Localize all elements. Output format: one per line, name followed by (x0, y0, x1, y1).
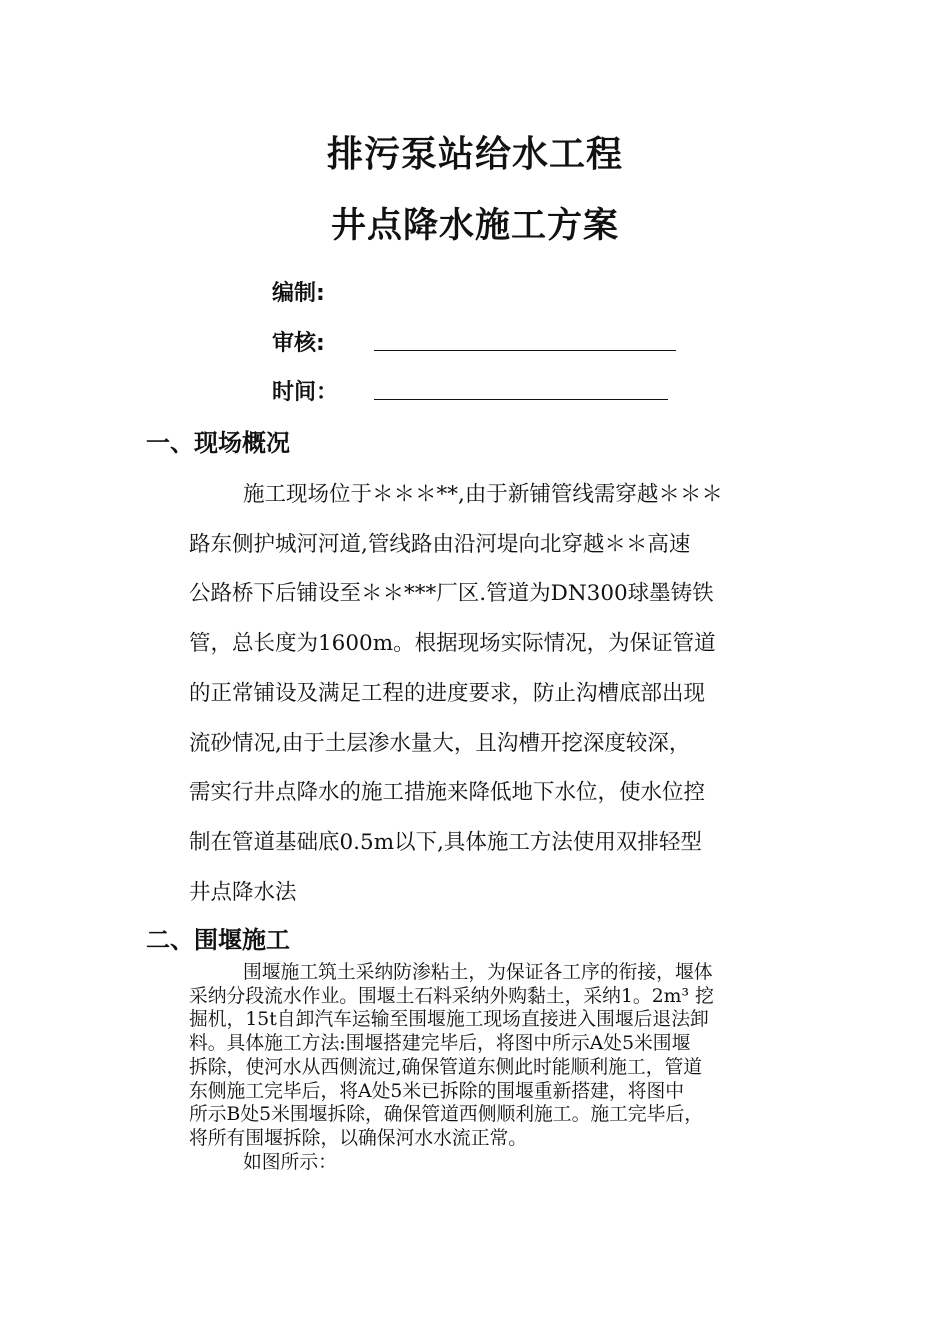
paragraph-line: 所示B处5米围堰拆除，确保管道西侧顺利施工。施工完毕后， (189, 1104, 704, 1126)
section2-paragraph (189, 961, 825, 1174)
paragraph-line: 制在管道基础底0.5m以下,具体施工方法使用双排轻型 (189, 829, 702, 855)
document-title-line2: 井点降水施工方案 (330, 206, 619, 246)
review-signature-line (374, 350, 676, 351)
paragraph-line: 流砂情况,由于土层渗水量大，且沟槽开挖深度较深， (189, 730, 691, 756)
paragraph-line: 施工现场位于＊＊＊**,由于新铺管线需穿越＊＊＊ (243, 482, 723, 507)
time-signature-line (374, 399, 668, 400)
compile-label: 编制: (272, 281, 325, 306)
section1-paragraph (189, 470, 819, 917)
paragraph-line: 如图所示： (243, 1151, 337, 1173)
paragraph-line: 的正常铺设及满足工程的进度要求，防止沟槽底部出现 (189, 680, 706, 706)
paragraph-line: 公路桥下后铺设至＊＊***厂区.管道为DN300球墨铸铁 (189, 581, 714, 607)
paragraph-line: 管，总长度为1600m。根据现场实际情况，为保证管道 (189, 631, 716, 657)
paragraph-line: 拆除，使河水从西侧流过,确保管道东侧此时能顺利施工，管道 (189, 1056, 703, 1078)
section1-heading: 一、现场概况 (146, 429, 290, 457)
review-label: 审核: (272, 331, 325, 356)
paragraph-line: 料。具体施工方法:围堰搭建完毕后，将图中所示A处5米围堰 (189, 1033, 691, 1055)
paragraph-line: 采纳分段流水作业。围堰土石料采纳外购黏土，采纳1。2m³ 挖 (189, 985, 714, 1007)
time-label: 时间： (272, 380, 339, 405)
section2-heading: 二、围堰施工 (146, 926, 290, 954)
paragraph-line: 需实行井点降水的施工措施来降低地下水位，使水位控 (189, 780, 706, 806)
paragraph-line: 路东侧护城河河道,管线路由沿河堤向北穿越＊＊高速 (189, 531, 691, 557)
paragraph-line: 掘机，15t自卸汽车运输至围堰施工现场直接进入围堰后退法卸 (189, 1009, 709, 1031)
paragraph-line: 将所有围堰拆除，以确保河水水流正常。 (189, 1127, 528, 1149)
paragraph-line: 围堰施工筑土采纳防渗粘土，为保证各工序的衔接，堰体 (243, 962, 713, 983)
document-title-line1: 排污泵站给水工程 (326, 134, 623, 175)
paragraph-line: 东侧施工完毕后，将A处5米已拆除的围堰重新搭建，将图中 (189, 1080, 685, 1102)
paragraph-line: 井点降水法 (189, 879, 297, 905)
